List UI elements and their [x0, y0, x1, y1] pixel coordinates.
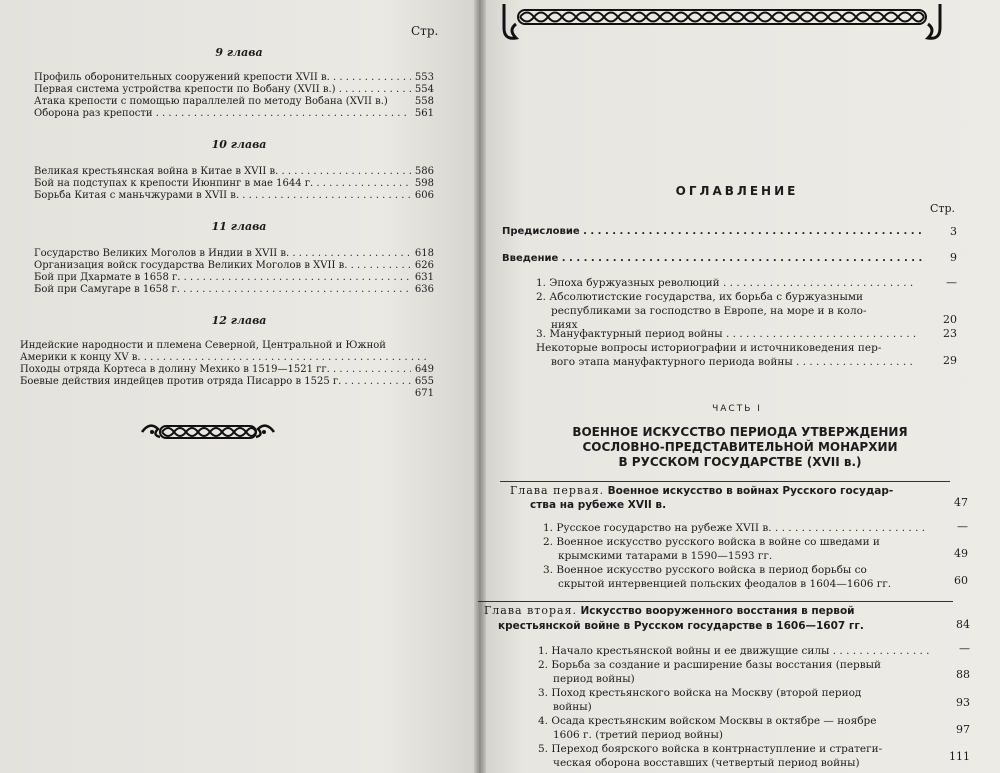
list-item: 3. Поход крестьянского войска на Москву (второй период	[538, 687, 862, 699]
chapter-2-heading: Глава вторая. Искусство вооруженного восстания в первой	[484, 604, 855, 617]
list-item: ческая оборона восставших (четвертый период войны)	[553, 757, 860, 769]
list-item: республиками за господство в Европе, на море и в коло-	[551, 305, 867, 317]
page-number: 20	[943, 313, 957, 326]
page-number: 88	[956, 668, 970, 681]
book-gutter	[474, 0, 486, 773]
page-number: 23	[943, 327, 957, 340]
list-item: Некоторые вопросы историографии и источниковедения пер-	[536, 342, 882, 354]
page-number: 97	[956, 723, 970, 736]
list-item: крымскими татарами в 1590—1593 гг.	[558, 550, 773, 562]
page-number: —	[946, 276, 957, 289]
braid-ornament-icon	[138, 417, 278, 447]
chapter-heading-11: 11 глава	[211, 220, 267, 233]
part-label: ЧАСТЬ I	[712, 404, 762, 414]
list-item: Профиль оборонительных сооружений крепости XVII в. . . . 553	[34, 72, 434, 84]
list-item: 1. Русское государство на рубеже XVII в. . . .	[543, 521, 928, 535]
list-item: 671	[414, 388, 434, 399]
page-number: 9	[950, 251, 957, 264]
list-item: Атака крепости с помощью параллелей по методу Вобана (XVII в.) 558	[34, 96, 434, 107]
list-item: Походы отряда Кортеса в долину Мехико в 1519—1521 гг. . . . 649	[20, 364, 434, 376]
list-item: Бой при Самугаре в 1658 г. . . . 636	[34, 284, 434, 296]
page-title: ОГЛАВЛЕНИЕ	[675, 184, 799, 198]
list-item: Оборона раз крепости . . . 561	[34, 108, 434, 120]
chapter-1-heading: Глава первая. Военное искусство в войнах Русского государ-	[510, 484, 894, 497]
list-item: Великая крестьянская война в Китае в XVII в. . . . 586	[34, 166, 434, 178]
chapter-heading-12: 12 глава	[211, 314, 267, 327]
list-item: 3. Мануфактурный период войны . . .	[536, 327, 916, 341]
list-item: Боевые действия индейцев против отряда Писарро в 1525 г. . . . 655	[20, 376, 434, 388]
page-number: —	[959, 642, 970, 655]
chapter-1-heading-line2: ства на рубеже XVII в.	[530, 499, 667, 511]
list-item: 2. Борьба за создание и расширение базы восстания (первый	[538, 659, 882, 671]
divider	[478, 601, 953, 602]
list-item: скрытой интервенцией польских феодалов в 1604—1606 гг.	[558, 578, 892, 590]
list-item: 3. Военное искусство русского войска в период борьбы со	[543, 564, 867, 576]
str-label-left: Стр.	[411, 24, 439, 38]
divider	[500, 481, 950, 482]
list-item: Борьба Китая с маньчжурами в XVII в. . . . 606	[34, 190, 434, 202]
list-item: ниях	[551, 319, 578, 331]
list-item: 5. Переход боярского войска в контрнаступление и стратеги-	[538, 743, 883, 755]
page-number: —	[957, 520, 968, 533]
page-number: 60	[954, 574, 968, 587]
page-number: 111	[949, 750, 970, 763]
toc-entry-intro: Введение . . .	[502, 252, 922, 266]
page-number: 49	[954, 547, 968, 560]
page-number: 84	[956, 618, 970, 631]
page-number: 47	[954, 496, 968, 509]
list-item: период войны)	[553, 673, 635, 685]
list-item: Организация войск государства Великих Моголов в XVII в. . . . 626	[34, 260, 434, 272]
str-label-right: Стр.	[930, 202, 956, 215]
list-item-intro: Индейские народности и племена Северной, Центральной и Южной	[20, 340, 386, 351]
list-item: Государство Великих Моголов в Индии в XVII в. . . . 618	[34, 248, 434, 260]
list-item: 2. Абсолютистские государства, их борьба с буржуазными	[536, 291, 864, 303]
chapter-heading-10: 10 глава	[211, 138, 267, 151]
list-item: вого этапа мануфактурного периода войны . . .	[551, 355, 916, 369]
toc-entry-preface: Предисловие . . .	[502, 225, 922, 239]
list-item: Первая система устройства крепости по Вобану (XVII в.) . . . 554	[34, 84, 434, 96]
part-title: ВОЕННОЕ ИСКУССТВО ПЕРИОДА УТВЕРЖДЕНИЯ СОСЛОВНО-ПРЕДСТАВИТЕЛЬНОЙ МОНАРХИИ В РУССКОМ ГОСУДАРСТВЕ (XVII в.)	[572, 425, 908, 469]
list-item: 1. Начало крестьянской войны и ее движущие силы . . .	[538, 644, 932, 658]
list-item: 1. Эпоха буржуазных революций . . .	[536, 276, 916, 290]
page-number: 29	[943, 354, 957, 367]
list-item: Бой при Дхармате в 1658 г. . . . 631	[34, 272, 434, 284]
list-item: 2. Военное искусство русского войска в войне со шведами и	[543, 536, 880, 548]
list-item: 1606 г. (третий период войны)	[553, 729, 723, 741]
page-number: 3	[950, 225, 957, 238]
list-item: войны)	[553, 701, 592, 713]
list-item: Бой на подступах к крепости Июнпинг в мае 1644 г. . . . 598	[34, 178, 434, 190]
page-number: 93	[956, 696, 970, 709]
list-item: 4. Осада крестьянским войском Москвы в октябре — ноябре	[538, 715, 877, 727]
list-item: Америки к концу XV в. . . .	[20, 352, 434, 364]
braid-border-icon	[494, 0, 950, 44]
chapter-2-heading-line2: крестьянской войне в Русском государстве в 1606—1607 гг.	[498, 620, 864, 632]
chapter-heading-9: 9 глава	[215, 46, 263, 59]
